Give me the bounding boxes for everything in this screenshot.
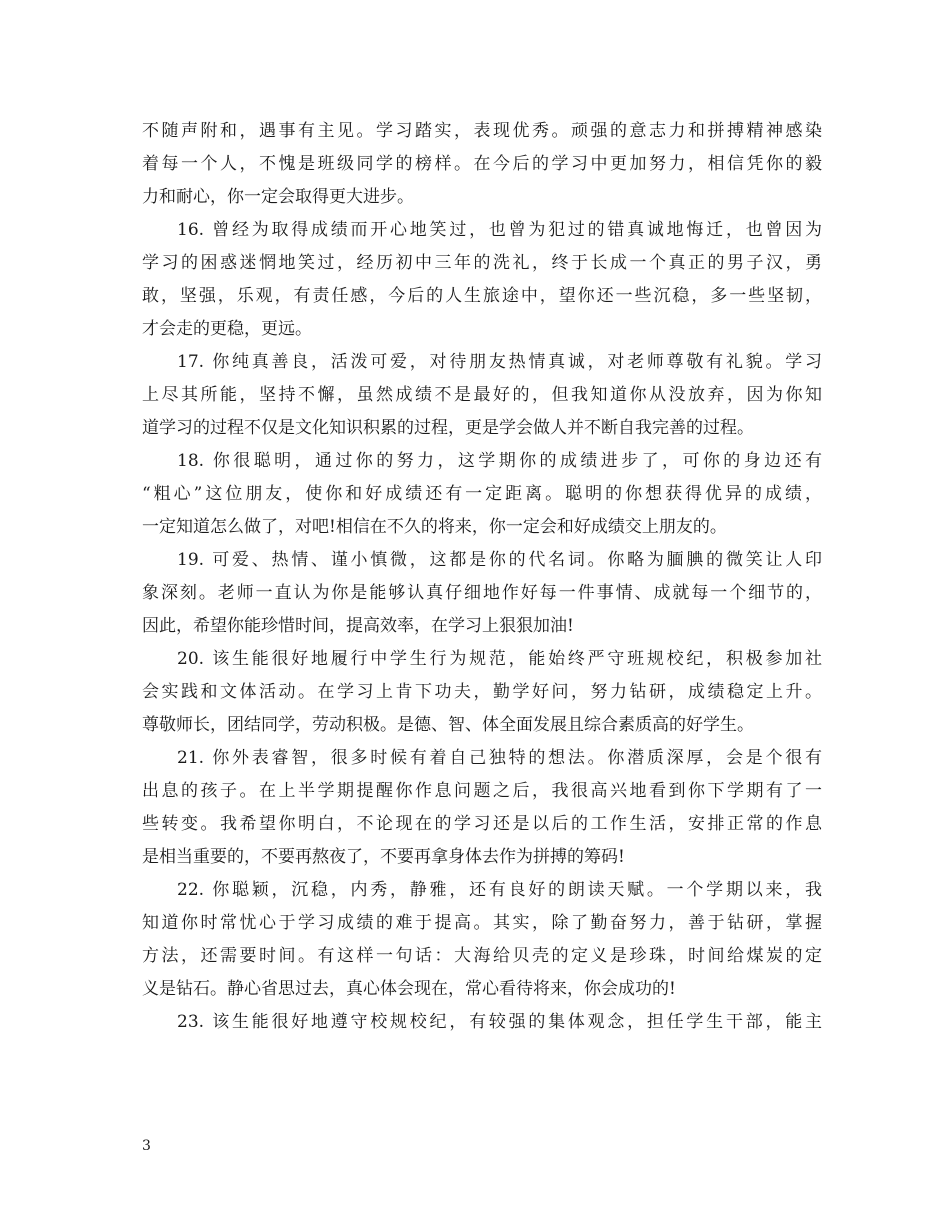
text-line: 一定知道怎么做了，对吧!相信在不久的将来，你一定会和好成绩交上朋友的。: [142, 517, 727, 537]
text-line: 19. 可爱、热情、谨小慎微，这都是你的代名词。你略为腼腆的微笑让人印: [177, 550, 822, 570]
text-line: 道学习的过程不仅是文化知识积累的过程，更是学会做人并不断自我完善的过程。: [142, 418, 754, 438]
text-line: 学习的困惑迷惘地笑过，经历初中三年的洗礼，终于长成一个真正的男子汉，勇: [142, 253, 822, 273]
text-line: “粗心”这位朋友，使你和好成绩还有一定距离。聪明的你想获得优异的成绩，: [142, 484, 822, 504]
text-line: 16. 曾经为取得成绩而开心地笑过，也曾为犯过的错真诚地悔迁，也曾因为: [177, 220, 822, 240]
text-line: 尊敬师长，团结同学，劳动积极。是德、智、体全面发展且综合素质高的好学生。: [142, 715, 754, 735]
text-line: 会实践和文体活动。在学习上肯下功夫，勤学好问，努力钻研，成绩稳定上升。: [142, 682, 822, 702]
text-line: 着每一个人，不愧是班级同学的榜样。在今后的学习中更加努力，相信凭你的毅: [142, 154, 822, 174]
text-line: 方法，还需要时间。有这样一句话：大海给贝壳的定义是珍珠，时间给煤炭的定: [142, 946, 822, 966]
text-line: 是相当重要的，不要再熬夜了，不要再拿身体去作为拼搏的筹码!: [142, 847, 625, 867]
text-line: 20. 该生能很好地履行中学生行为规范，能始终严守班规校纪，积极参加社: [177, 649, 822, 669]
text-line: 知道你时常忧心于学习成绩的难于提高。其实，除了勤奋努力，善于钻研，掌握: [142, 913, 822, 933]
text-line: 18. 你很聪明，通过你的努力，这学期你的成绩进步了，可你的身边还有: [177, 451, 822, 471]
text-line: 些转变。我希望你明白，不论现在的学习还是以后的工作生活，安排正常的作息: [142, 814, 822, 834]
text-line: 出息的孩子。在上半学期提醒你作息问题之后，我很高兴地看到你下学期有了一: [142, 781, 822, 801]
text-line: 23. 该生能很好地遵守校规校纪，有较强的集体观念，担任学生干部，能主: [177, 1012, 822, 1032]
text-line: 敢，坚强，乐观，有责任感，今后的人生旅途中，望你还一些沉稳，多一些坚韧，: [142, 286, 822, 306]
text-line: 义是钻石。静心省思过去，真心体会现在，常心看待将来，你会成功的!: [142, 979, 676, 999]
text-line: 22. 你聪颖，沉稳，内秀，静雅，还有良好的朗读天赋。一个学期以来，我: [177, 880, 822, 900]
text-line: 17. 你纯真善良，活泼可爱，对待朋友热情真诚，对老师尊敬有礼貌。学习: [177, 352, 822, 372]
text-line: 力和耐心，你一定会取得更大进步。: [142, 187, 414, 207]
page-number: 3: [142, 1138, 151, 1154]
text-line: 才会走的更稳，更远。: [142, 319, 312, 339]
document-body: [142, 115, 822, 1039]
text-line: 象深刻。老师一直认为你是能够认真仔细地作好每一件事情、成就每一个细节的，: [142, 583, 822, 603]
text-line: 不随声附和，遇事有主见。学习踏实，表现优秀。顽强的意志力和拼搏精神感染: [142, 121, 822, 141]
text-line: 上尽其所能，坚持不懈，虽然成绩不是最好的，但我知道你从没放弃，因为你知: [142, 385, 822, 405]
text-line: 21. 你外表睿智，很多时候有着自己独特的想法。你潜质深厚，会是个很有: [177, 748, 822, 768]
text-line: 因此，希望你能珍惜时间，提高效率，在学习上狠狠加油!: [142, 616, 574, 636]
